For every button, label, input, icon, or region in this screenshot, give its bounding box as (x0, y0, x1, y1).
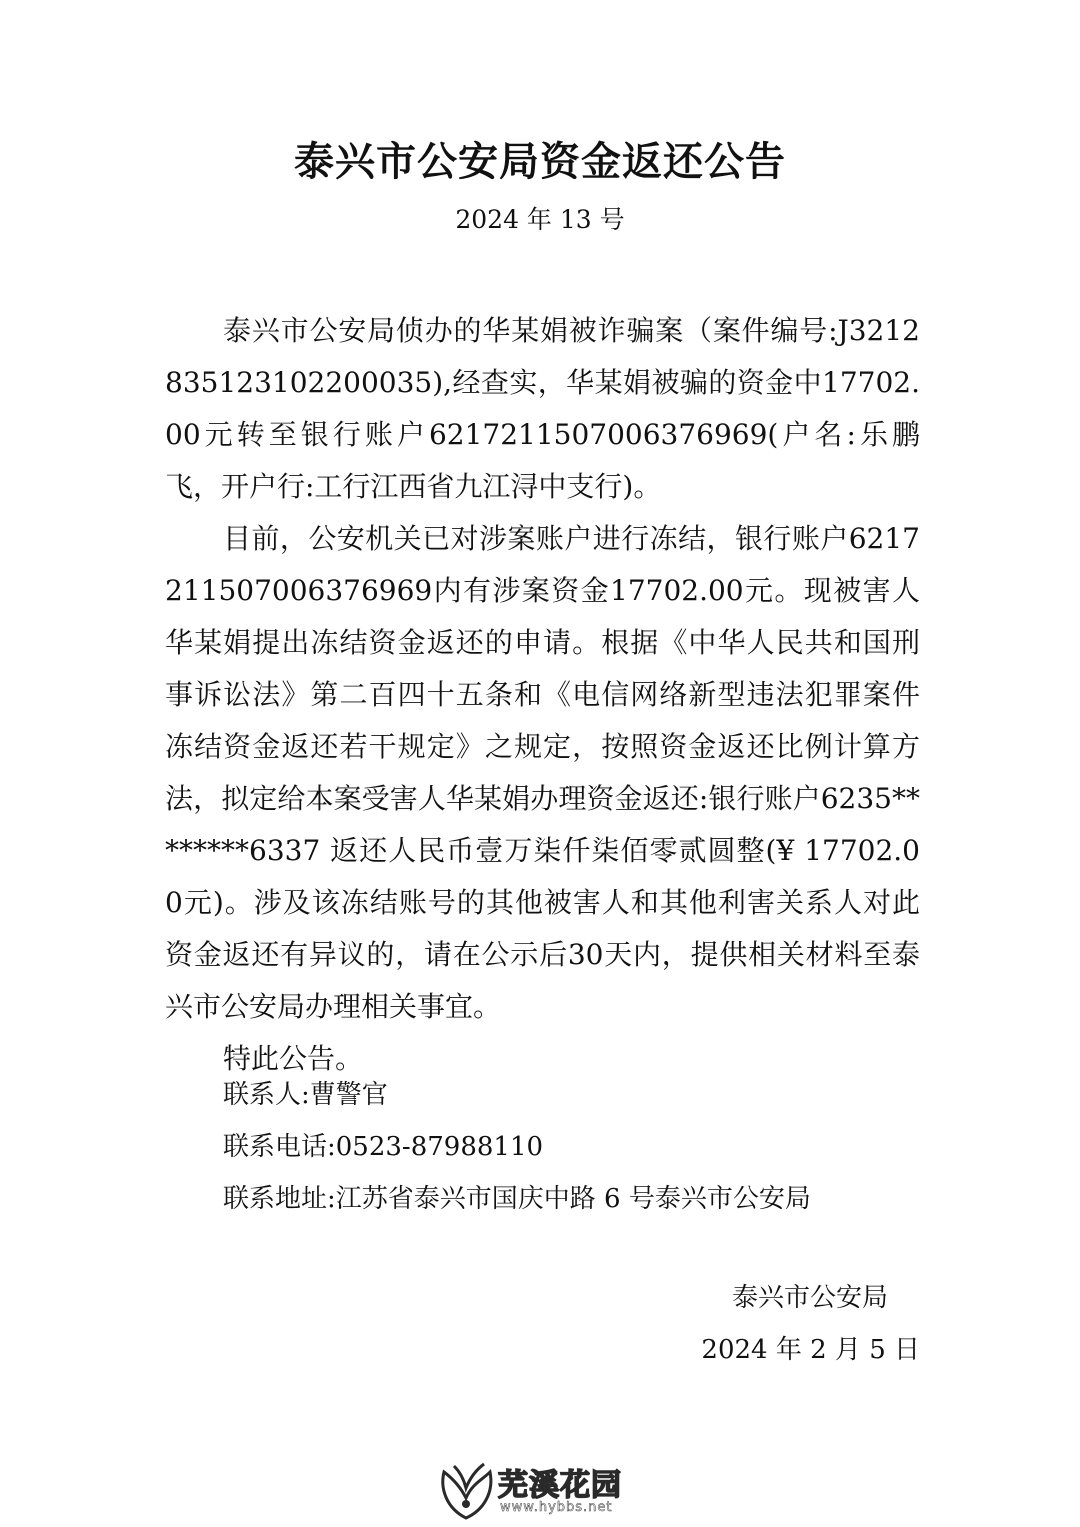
paragraph-refund-notice: 目前，公安机关已对涉案账户进行冻结，银行账户6217211507006376969内有涉案资金17702.00元。现被害人华某娟提出冻结资金返还的申请。根据《中华人民共和国刑事诉讼法》第二百四十五条和《电信网络新型违法犯罪案件冻结资金返还若干规定》之规定，按照资金返还比例计算方法，拟定给本案受害人华某娟办理资金返还:银行账户6235********6337 返还人民币壹万柒仟柒佰零贰圆整(¥ 17702.00元)。涉及该冻结账号的其他被害人和其他利害关系人对此资金返还有异议的，请在公示后30天内，提供相关材料至泰兴市公安局办理相关事宜。 (165, 522, 920, 1023)
document-number: 2024 年 13 号 (455, 205, 625, 234)
site-watermark (436, 1458, 646, 1522)
signature-date: 2024 年 2 月 5 日 (701, 1335, 920, 1365)
paragraph-case-details: 泰兴市公安局侦办的华某娟被诈骗案（案件编号:J3212835123102200035),经查实，华某娟被骗的资金中17702.00元转至银行账户6217211507006376969(户名:乐鹏飞，开户行:工行江西省九江浔中支行)。 (165, 314, 920, 503)
signature-block (701, 1272, 920, 1376)
contact-address: 联系地址:江苏省泰兴市国庆中路 6 号泰兴市公安局 (223, 1184, 811, 1214)
closing-statement: 特此公告。 (223, 1042, 364, 1075)
contact-block (223, 1069, 923, 1225)
contact-phone: 联系电话:0523-87988110 (223, 1132, 544, 1162)
document-body (165, 305, 920, 1085)
watermark-site-url: www.hybbs.net (500, 1500, 613, 1515)
signature-org: 泰兴市公安局 (731, 1283, 888, 1313)
watermark-logo-icon (436, 1458, 498, 1522)
contact-person: 联系人:曹警官 (223, 1080, 388, 1110)
document-title: 泰兴市公安局资金返还公告 (294, 139, 786, 185)
watermark-site-name: 芜溪花园 (498, 1468, 622, 1503)
